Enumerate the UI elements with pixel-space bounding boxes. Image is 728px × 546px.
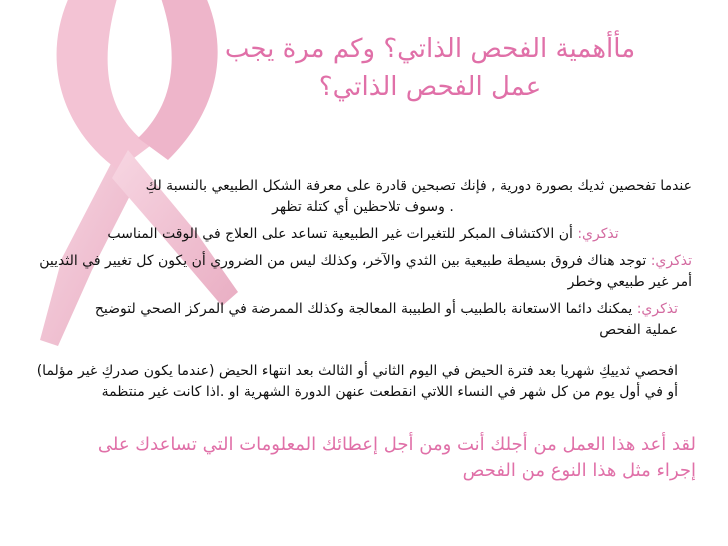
paragraph-line: عندما تفحصين ثديك بصورة دورية , فإنك تصبحين قادرة على معرفة الشكل الطبيعي بالنسبة لكِ bbox=[145, 178, 692, 194]
paragraph-text: يمكنك دائما الاستعانة بالطبيب أو الطبيبة المعالجة وكذلك الممرضة في المركز الصحي لتوضيح عملية الفحص bbox=[94, 301, 678, 338]
remember-label: تذكري: bbox=[636, 301, 678, 317]
paragraph-natural-differences bbox=[34, 251, 692, 293]
title-line-2: عمل الفحص الذاتي؟ bbox=[318, 72, 542, 102]
remember-label: تذكري: bbox=[650, 253, 692, 269]
remember-label: تذكري: bbox=[577, 226, 619, 242]
paragraph-exam-timing bbox=[34, 361, 692, 403]
paragraph-line: . وسوف تلاحظين أي كتلة تظهر bbox=[272, 199, 454, 215]
paragraph-text: أن الاكتشاف المبكر للتغيرات غير الطبيعية تساعد على العلاج في الوقت المناسب bbox=[107, 226, 578, 242]
page-title bbox=[150, 30, 710, 106]
title-line-1: مأأهمية الفحص الذاتي؟ وكم مرة يجب bbox=[224, 34, 636, 64]
spacer bbox=[34, 347, 692, 361]
paragraph-text: توجد هناك فروق بسيطة طبيعية بين الثدي والآخر، وكذلك ليس من الضروري أن يكون كل تغيير في الثديين أمر غير طبيعي وخطر bbox=[39, 253, 692, 290]
paragraph-regular-exam bbox=[34, 176, 692, 218]
body-text bbox=[34, 176, 692, 409]
closing-note: لقد أعد هذا العمل من أجلك أنت ومن أجل إعطائك المعلومات التي تساعدك على إجراء مثل هذا النوع من الفحص bbox=[97, 434, 696, 481]
paragraph-consult-doctor bbox=[34, 299, 692, 341]
paragraph-early-detection bbox=[34, 224, 692, 245]
paragraph-text: افحصي ثدييكِ شهريا بعد فترة الحيض في اليوم الثاني أو الثالث بعد انتهاء الحيض (عندما يكون صدركِ غير مؤلما) أو في أول يوم من كل شهر في النساء اللاتي انقطعت عنهن الدورة الشهرية او .اذا كانت غير منتظمة bbox=[36, 363, 678, 400]
